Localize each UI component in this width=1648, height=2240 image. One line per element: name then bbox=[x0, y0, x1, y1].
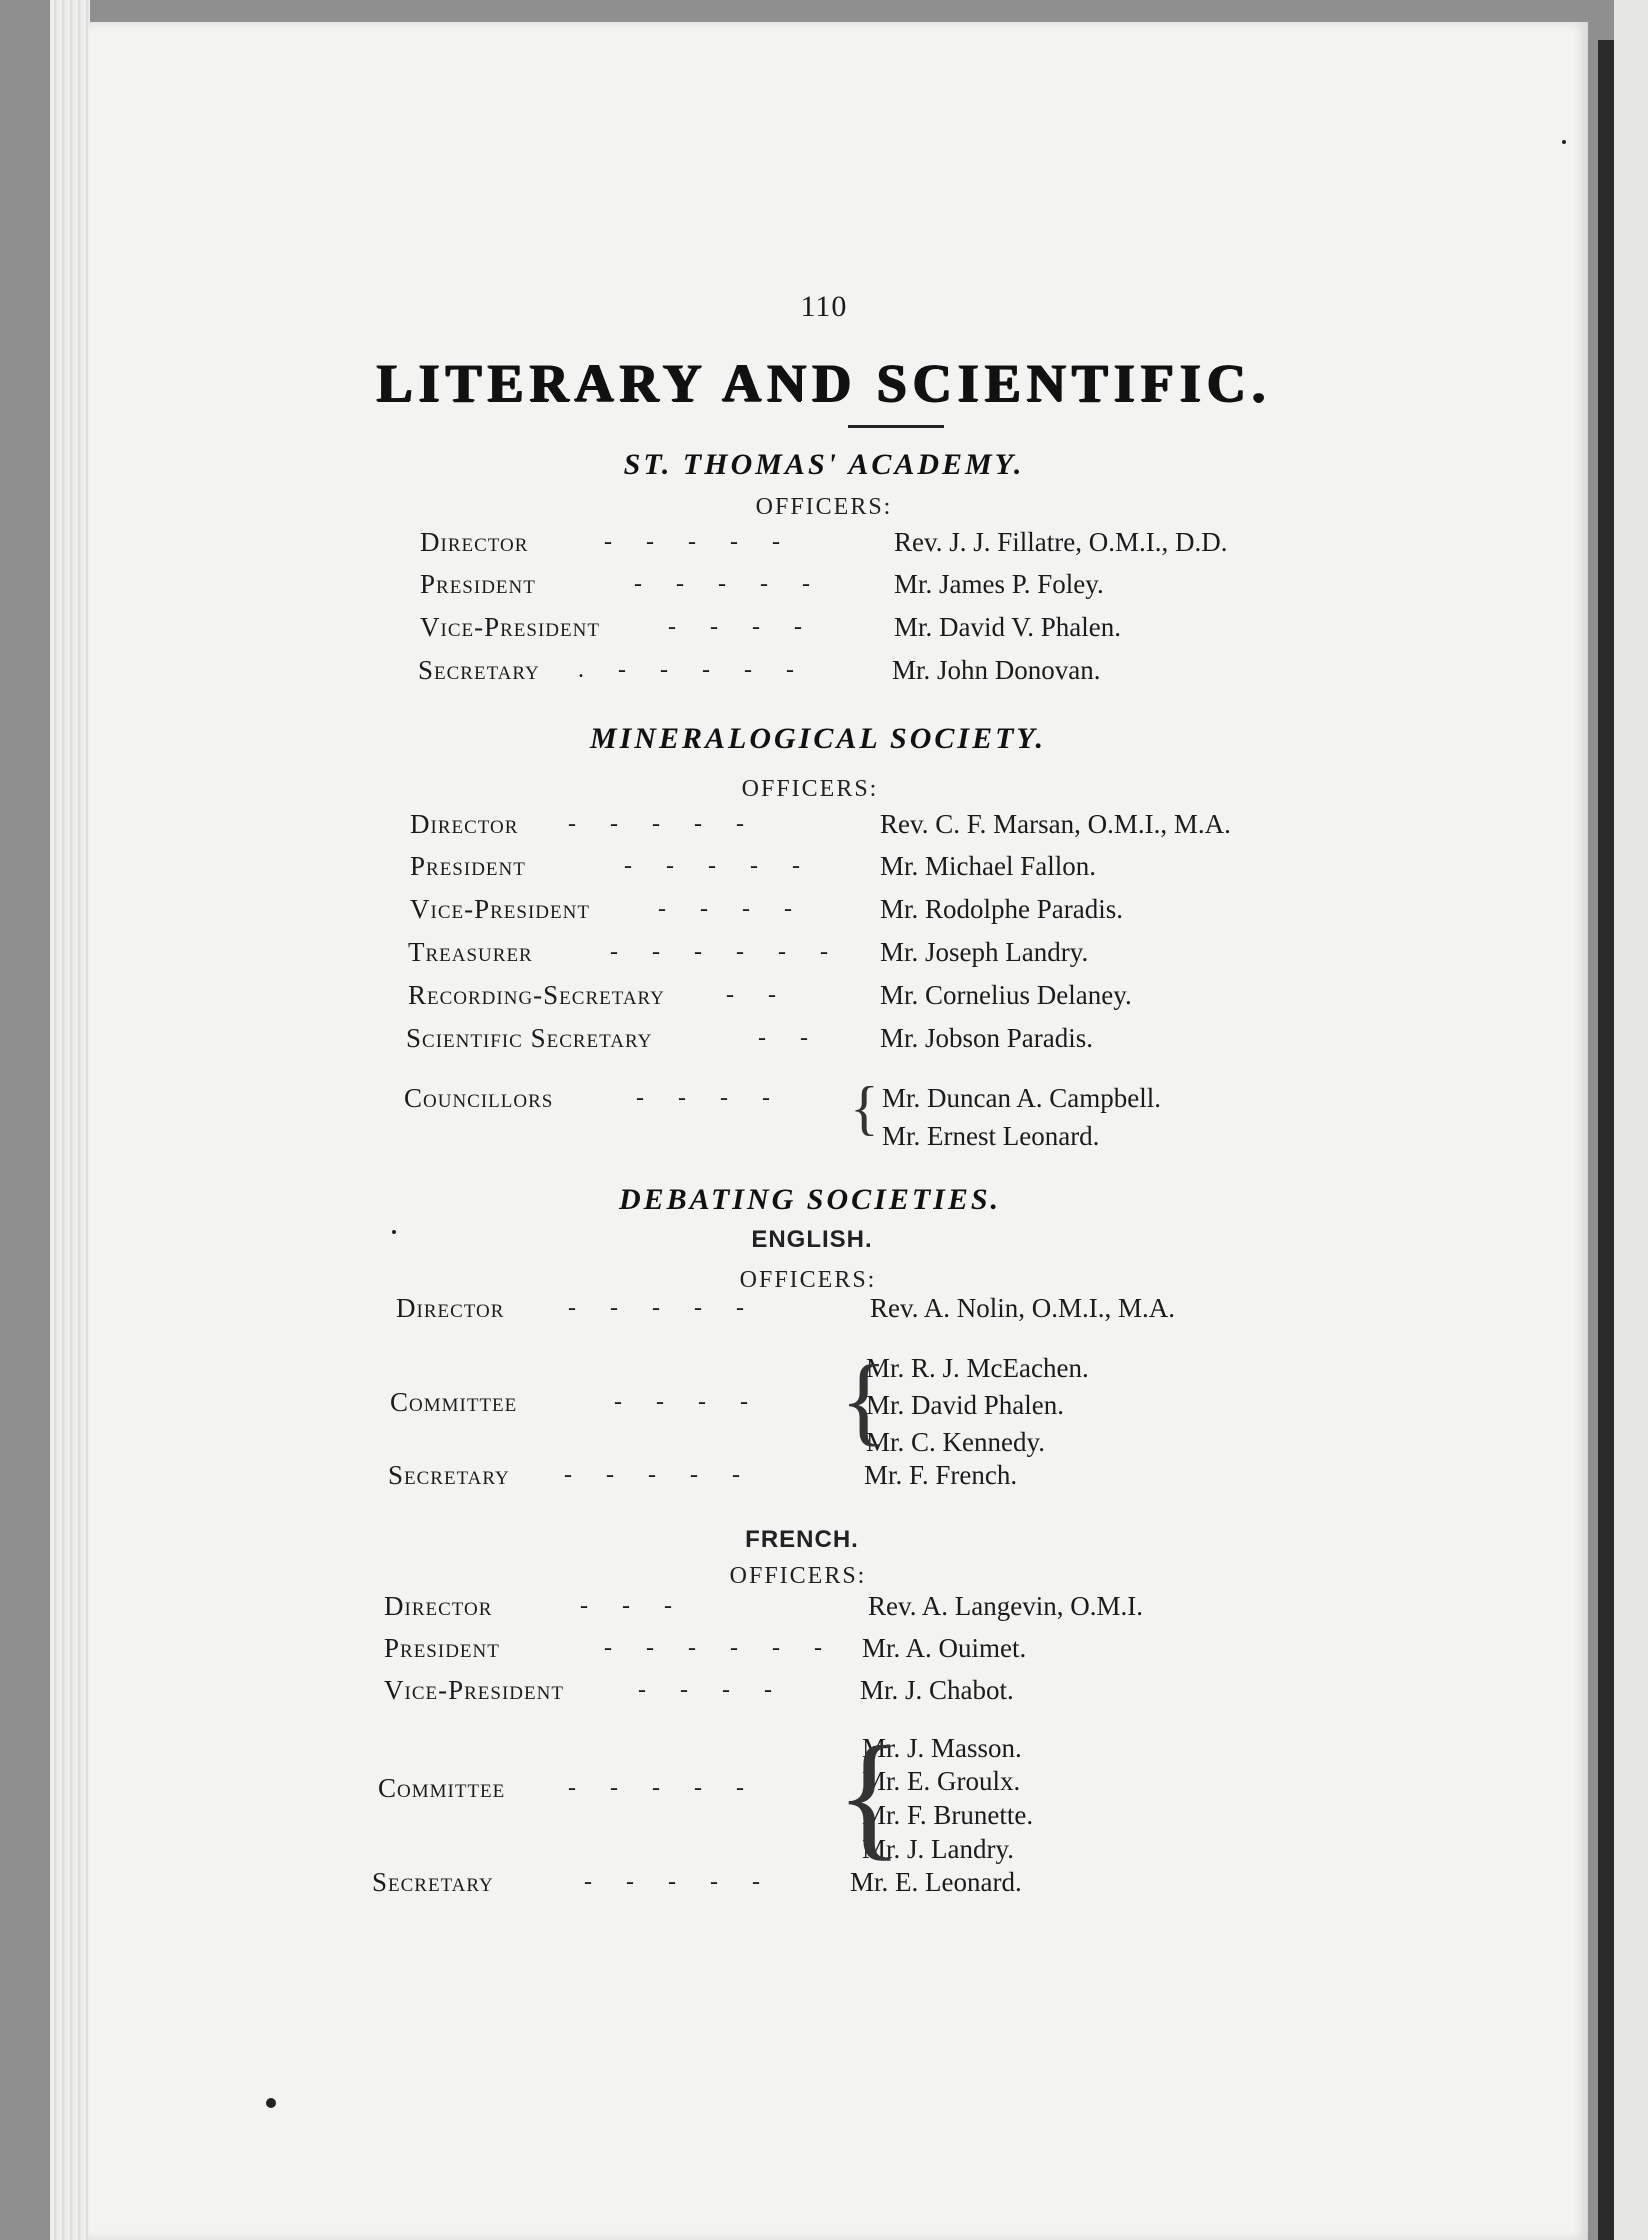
ink-speck bbox=[392, 1230, 396, 1234]
leader-dots: - - - - - - bbox=[610, 939, 842, 965]
leader-dots: - - - - - bbox=[584, 1869, 774, 1895]
brace-icon: { bbox=[840, 1344, 888, 1455]
officer-name: Mr. John Donovan. bbox=[892, 655, 1101, 685]
brace-icon: { bbox=[836, 1718, 904, 1873]
french-heading: FRENCH. bbox=[745, 1526, 859, 1553]
committee-member: Mr. E. Groulx. bbox=[862, 1766, 1021, 1796]
section-title-debating: DEBATING SOCIETIES. bbox=[618, 1183, 1002, 1216]
officer-name: Rev. A. Langevin, O.M.I. bbox=[868, 1591, 1143, 1621]
facing-page-edge bbox=[1614, 0, 1648, 2240]
role-label: Director bbox=[384, 1591, 493, 1621]
leader-dots: - - bbox=[726, 982, 790, 1008]
officers-label: OFFICERS: bbox=[741, 776, 879, 802]
leader-dots: - - - bbox=[580, 1593, 686, 1619]
leader-dots: - - - - bbox=[638, 1677, 786, 1703]
brace-icon: { bbox=[850, 1075, 879, 1141]
officer-name: Rev. A. Nolin, O.M.I., M.A. bbox=[870, 1293, 1176, 1323]
role-label: Committee bbox=[378, 1773, 506, 1803]
title-divider bbox=[848, 425, 944, 428]
list-item bbox=[420, 566, 1340, 602]
leader-dots: - - - - bbox=[614, 1389, 762, 1415]
page-title: LITERARY AND SCIENTIFIC. bbox=[376, 353, 1272, 413]
list-item bbox=[388, 1457, 1318, 1493]
leader-dots: - - - - - bbox=[624, 853, 814, 879]
leader-dots: - - - - - bbox=[568, 1295, 758, 1321]
committee-member: Mr. J. Landry. bbox=[862, 1834, 1014, 1864]
list-item bbox=[862, 1763, 1262, 1799]
list-item bbox=[396, 1290, 1326, 1326]
officer-name: Mr. A. Ouimet. bbox=[862, 1633, 1027, 1663]
list-item bbox=[410, 891, 1340, 927]
officer-name: Mr. David V. Phalen. bbox=[894, 612, 1122, 642]
list-item bbox=[410, 806, 1340, 842]
officer-name: Mr. E. Leonard. bbox=[850, 1867, 1022, 1897]
officer-name: Mr. F. French. bbox=[864, 1460, 1018, 1490]
page-edges bbox=[50, 0, 90, 2240]
role-label: Secretary bbox=[372, 1867, 494, 1897]
ink-speck bbox=[1562, 140, 1566, 144]
committee-member: Mr. David Phalen. bbox=[866, 1390, 1064, 1420]
list-item bbox=[862, 1730, 1262, 1766]
leader-dots: . - - - - - bbox=[578, 657, 808, 683]
officer-name: Mr. Duncan A. Campbell. bbox=[882, 1083, 1161, 1113]
ink-speck bbox=[266, 2098, 276, 2108]
list-item bbox=[410, 848, 1340, 884]
leader-dots: - - - - - bbox=[564, 1462, 754, 1488]
list-item bbox=[408, 934, 1338, 970]
role-label: Recording-Secretary bbox=[408, 980, 665, 1010]
committee-member: Mr. J. Masson. bbox=[862, 1733, 1022, 1763]
leader-dots: - - - - bbox=[658, 896, 806, 922]
officer-name: Mr. Cornelius Delaney. bbox=[880, 980, 1132, 1010]
list-item bbox=[420, 609, 1340, 645]
role-label: Committee bbox=[390, 1387, 518, 1417]
committee-member: Mr. R. J. McEachen. bbox=[866, 1353, 1089, 1383]
list-item bbox=[420, 524, 1340, 560]
leader-dots: - - - - - bbox=[604, 529, 794, 555]
english-heading: ENGLISH. bbox=[751, 1226, 873, 1253]
list-item bbox=[404, 1118, 1334, 1154]
officer-name: Mr. James P. Foley. bbox=[894, 569, 1104, 599]
list-item bbox=[406, 1020, 1336, 1056]
officer-name: Mr. Michael Fallon. bbox=[880, 851, 1096, 881]
committee-member: Mr. F. Brunette. bbox=[862, 1800, 1034, 1830]
role-label: Vice-President bbox=[410, 894, 590, 924]
page-number: 110 bbox=[800, 290, 848, 323]
officer-name: Mr. Rodolphe Paradis. bbox=[880, 894, 1123, 924]
leader-dots: - - - - bbox=[636, 1085, 784, 1111]
officer-name: Mr. J. Chabot. bbox=[860, 1675, 1014, 1705]
leader-dots: - - - - bbox=[668, 614, 816, 640]
list-item bbox=[378, 1770, 848, 1806]
leader-dots: - - bbox=[758, 1025, 822, 1051]
role-label: President bbox=[410, 851, 526, 881]
leader-dots: - - - - - bbox=[568, 1775, 758, 1801]
committee-member: Mr. C. Kennedy. bbox=[866, 1427, 1045, 1457]
role-label: Councillors bbox=[404, 1083, 554, 1113]
leader-dots: - - - - - bbox=[634, 571, 824, 597]
officer-name: Mr. Ernest Leonard. bbox=[882, 1121, 1100, 1151]
role-label: Secretary bbox=[418, 655, 540, 685]
list-item bbox=[384, 1588, 1314, 1624]
role-label: Secretary bbox=[388, 1460, 510, 1490]
section-title-mineralogical: MINERALOGICAL SOCIETY. bbox=[589, 722, 1047, 755]
role-label: Vice-President bbox=[384, 1675, 564, 1705]
list-item bbox=[866, 1387, 1266, 1423]
list-item bbox=[384, 1672, 1314, 1708]
role-label: Treasurer bbox=[408, 937, 533, 967]
officers-label: OFFICERS: bbox=[729, 1563, 867, 1589]
list-item bbox=[862, 1797, 1262, 1833]
officers-label: OFFICERS: bbox=[739, 1267, 877, 1293]
officer-name: Rev. J. J. Fillatre, O.M.I., D.D. bbox=[894, 527, 1228, 557]
leader-dots: - - - - - bbox=[568, 811, 758, 837]
officers-label: OFFICERS: bbox=[755, 494, 893, 520]
leader-dots: - - - - - - bbox=[604, 1635, 836, 1661]
role-label: President bbox=[384, 1633, 500, 1663]
list-item bbox=[862, 1831, 1262, 1867]
officer-name: Rev. C. F. Marsan, O.M.I., M.A. bbox=[880, 809, 1231, 839]
role-label: Director bbox=[396, 1293, 505, 1323]
list-item bbox=[372, 1864, 1302, 1900]
list-item bbox=[866, 1424, 1266, 1460]
section-title-academy: ST. THOMAS' ACADEMY. bbox=[623, 448, 1025, 481]
officer-name: Mr. Joseph Landry. bbox=[880, 937, 1089, 967]
list-item bbox=[418, 652, 1338, 688]
role-label: Director bbox=[410, 809, 519, 839]
role-label: Vice-President bbox=[420, 612, 600, 642]
officer-name: Mr. Jobson Paradis. bbox=[880, 1023, 1094, 1053]
list-item bbox=[390, 1384, 850, 1420]
role-label: Scientific Secretary bbox=[406, 1023, 653, 1053]
role-label: President bbox=[420, 569, 536, 599]
list-item bbox=[408, 977, 1338, 1013]
role-label: Director bbox=[420, 527, 529, 557]
list-item bbox=[866, 1350, 1266, 1386]
list-item bbox=[384, 1630, 1314, 1666]
